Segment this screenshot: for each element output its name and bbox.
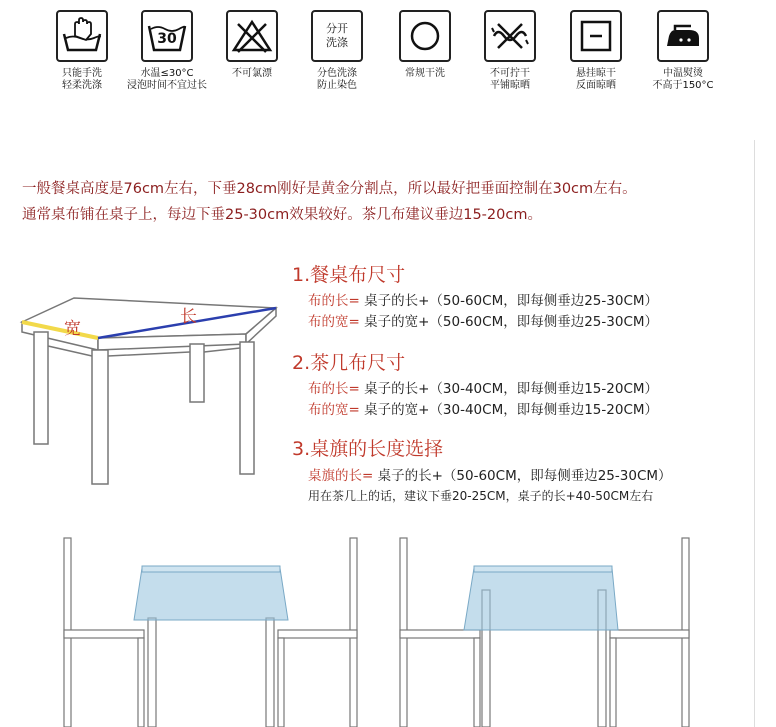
care-label: 不高于150°C bbox=[652, 80, 714, 91]
care-item-wash-30 bbox=[127, 10, 207, 92]
formula-text: 桌子的长+（50-60CM，即每侧垂边25-30CM） bbox=[373, 468, 672, 484]
size-formula bbox=[308, 289, 658, 309]
divider bbox=[754, 140, 755, 727]
dining-scene-right bbox=[398, 530, 698, 727]
wash-30-icon bbox=[141, 10, 193, 62]
dry-clean-icon bbox=[399, 10, 451, 62]
section-title: 2.茶几布尺寸 bbox=[292, 352, 406, 374]
intro-line: 一般餐桌高度是76cm左右，下垂28cm刚好是黄金分割点，所以最好把垂面控制在30cm左右。 bbox=[22, 181, 637, 197]
care-label: 防止染色 bbox=[317, 80, 357, 91]
no-bleach-icon bbox=[226, 10, 278, 62]
size-formula bbox=[308, 310, 658, 330]
formula-text: 桌子的长+（50-60CM，即每侧垂边25-30CM） bbox=[359, 293, 659, 309]
formula-text: 桌子的长+（30-40CM，即每侧垂边15-20CM） bbox=[359, 381, 659, 397]
care-item-dry-clean bbox=[385, 10, 465, 80]
care-label: 反面晾晒 bbox=[576, 80, 616, 91]
separate-wash-icon bbox=[311, 10, 363, 62]
length-label: 长 bbox=[180, 307, 197, 327]
hang-dry-icon bbox=[570, 10, 622, 62]
formula-label: 布的长= bbox=[308, 381, 360, 397]
care-label: 只能手洗 bbox=[62, 68, 102, 79]
dining-scene-left bbox=[58, 530, 368, 727]
care-label: 分色洗涤 bbox=[317, 68, 357, 79]
size-formula bbox=[308, 377, 658, 397]
care-item-separate-wash bbox=[297, 10, 377, 92]
care-instructions-row bbox=[0, 0, 776, 110]
wash-temperature-text: 30 bbox=[157, 31, 177, 47]
intro-line: 通常桌布铺在桌子上，每边下垂25-30cm效果较好。茶几布建议垂边15-20cm。 bbox=[22, 207, 542, 223]
care-label: 水温≤30°C bbox=[140, 68, 194, 79]
care-label: 悬挂晾干 bbox=[576, 68, 616, 79]
formula-label: 布的长= bbox=[308, 293, 360, 309]
iron-medium-icon bbox=[657, 10, 709, 62]
section-title: 1.餐桌布尺寸 bbox=[292, 264, 406, 286]
care-item-hang-dry bbox=[556, 10, 636, 92]
table-diagram bbox=[14, 286, 289, 486]
care-label: 中温熨烫 bbox=[663, 68, 703, 79]
care-label: 不可氯漂 bbox=[232, 68, 272, 79]
runner-note: 用在茶几上的话，建议下垂20-25CM，桌子的长+40-50CM左右 bbox=[308, 489, 654, 503]
care-label: 不可拧干 bbox=[490, 68, 530, 79]
care-label: 常规干洗 bbox=[405, 68, 445, 79]
formula-label: 布的宽= bbox=[308, 314, 360, 330]
formula-label: 布的宽= bbox=[308, 402, 360, 418]
care-label: 浸泡时间不宜过长 bbox=[127, 80, 207, 91]
care-item-no-bleach bbox=[212, 10, 292, 80]
hand-wash-icon bbox=[56, 10, 108, 62]
formula-text: 桌子的宽+（50-60CM，即每侧垂边25-30CM） bbox=[359, 314, 659, 330]
care-item-no-wring bbox=[470, 10, 550, 92]
size-formula bbox=[308, 398, 658, 418]
care-label: 轻柔洗涤 bbox=[62, 80, 102, 91]
separate-wash-text: 分开 bbox=[326, 22, 348, 35]
size-formula bbox=[308, 464, 672, 484]
width-label: 宽 bbox=[64, 319, 81, 339]
care-item-iron bbox=[643, 10, 723, 92]
care-label: 平铺晾晒 bbox=[490, 80, 530, 91]
formula-text: 桌子的宽+（30-40CM，即每侧垂边15-20CM） bbox=[359, 402, 659, 418]
care-item-hand-wash bbox=[42, 10, 122, 92]
no-wring-icon bbox=[484, 10, 536, 62]
intro-text bbox=[22, 176, 637, 228]
section-title: 3.桌旗的长度选择 bbox=[292, 438, 444, 460]
separate-wash-text: 洗涤 bbox=[326, 36, 348, 49]
formula-label: 桌旗的长= bbox=[308, 468, 374, 484]
